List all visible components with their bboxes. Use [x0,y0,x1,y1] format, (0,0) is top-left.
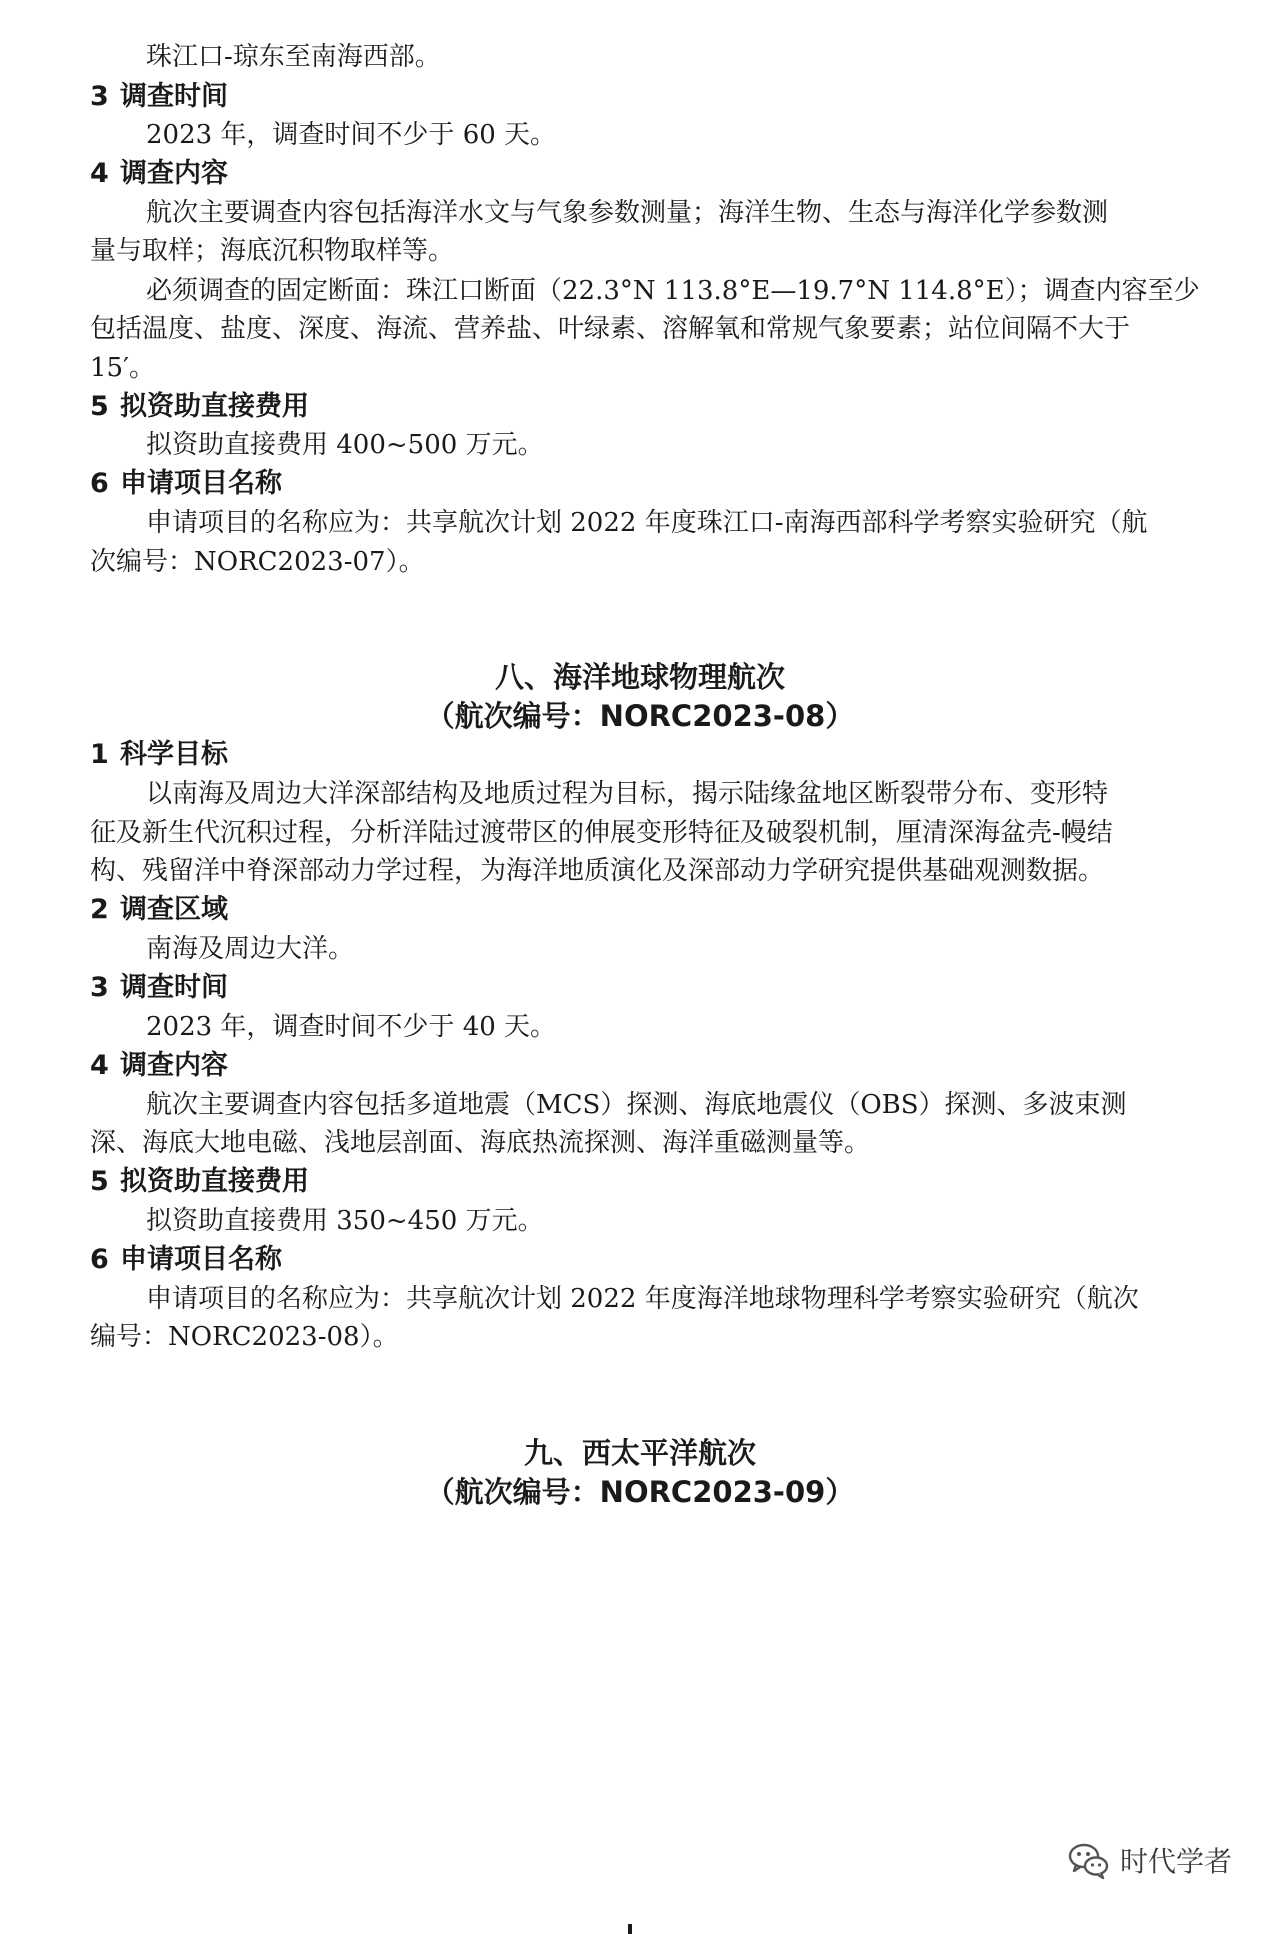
cruise-title: 九、西太平洋航次 [523,1436,756,1470]
cruise-code: （航次编号：NORC2023-09） [425,1475,855,1509]
section-heading: 4 调查内容 [90,1050,228,1081]
project-name-text: 次编号：NORC2023-07）。 [90,547,425,577]
cruise-code: （航次编号：NORC2023-08） [425,699,855,733]
section-heading: 1 科学目标 [90,739,228,770]
section-heading: 6 申请项目名称 [90,468,282,499]
content-text: 必须调查的固定断面：珠江口断面（22.3°N 113.8°E—19.7°N 114.8°E）；调查内容至少 [146,276,1200,306]
fund-text: 拟资助直接费用 350~450 万元。 [146,1206,544,1236]
project-name-text: 编号：NORC2023-08）。 [90,1322,399,1352]
section-heading: 5 拟资助直接费用 [90,391,309,422]
content-text: 量与取样；海底沉积物取样等。 [90,236,455,266]
goal-text: 以南海及周边大洋深部结构及地质过程为目标，揭示陆缘盆地区断裂带分布、变形特 [146,779,1109,809]
project-name-text: 申请项目的名称应为：共享航次计划 2022 年度海洋地球物理科学考察实验研究（航次 [146,1284,1139,1314]
section-heading: 4 调查内容 [90,158,228,189]
time-text: 2023 年，调查时间不少于 60 天。 [146,120,557,150]
page-number-mark [628,1924,632,1934]
watermark-text: 时代学者 [1119,1845,1232,1878]
section-heading: 2 调查区域 [90,894,228,925]
content-text: 深、海底大地电磁、浅地层剖面、海底热流探测、海洋重磁测量等。 [90,1128,871,1158]
section-heading: 5 拟资助直接费用 [90,1166,309,1197]
time-text: 2023 年，调查时间不少于 40 天。 [146,1012,557,1042]
content-text: 航次主要调查内容包括多道地震（MCS）探测、海底地震仪（OBS）探测、多波束测 [146,1090,1127,1120]
section-heading: 3 调查时间 [90,972,228,1003]
fund-text: 拟资助直接费用 400~500 万元。 [146,430,544,460]
content-text: 15′。 [90,353,155,383]
section-heading: 6 申请项目名称 [90,1244,282,1275]
region-text: 珠江口-琼东至南海西部。 [146,42,441,72]
content-text: 包括温度、盐度、深度、海流、营养盐、叶绿素、溶解氧和常规气象要素；站位间隔不大于 [90,314,1131,344]
cruise-title: 八、海洋地球物理航次 [494,660,785,694]
watermark [1066,1838,1232,1882]
goal-text: 构、残留洋中脊深部动力学过程，为海洋地质演化及深部动力学研究提供基础观测数据。 [90,856,1105,886]
section-heading: 3 调查时间 [90,81,228,112]
region-text: 南海及周边大洋。 [146,934,355,964]
goal-text: 征及新生代沉积过程，分析洋陆过渡带区的伸展变形特征及破裂机制，厘清深海盆壳-幔结 [90,818,1113,848]
content-text: 航次主要调查内容包括海洋水文与气象参数测量；海洋生物、生态与海洋化学参数测 [146,198,1109,228]
wechat-icon [1066,1838,1110,1882]
project-name-text: 申请项目的名称应为：共享航次计划 2022 年度珠江口-南海西部科学考察实验研究（航 [146,508,1148,538]
